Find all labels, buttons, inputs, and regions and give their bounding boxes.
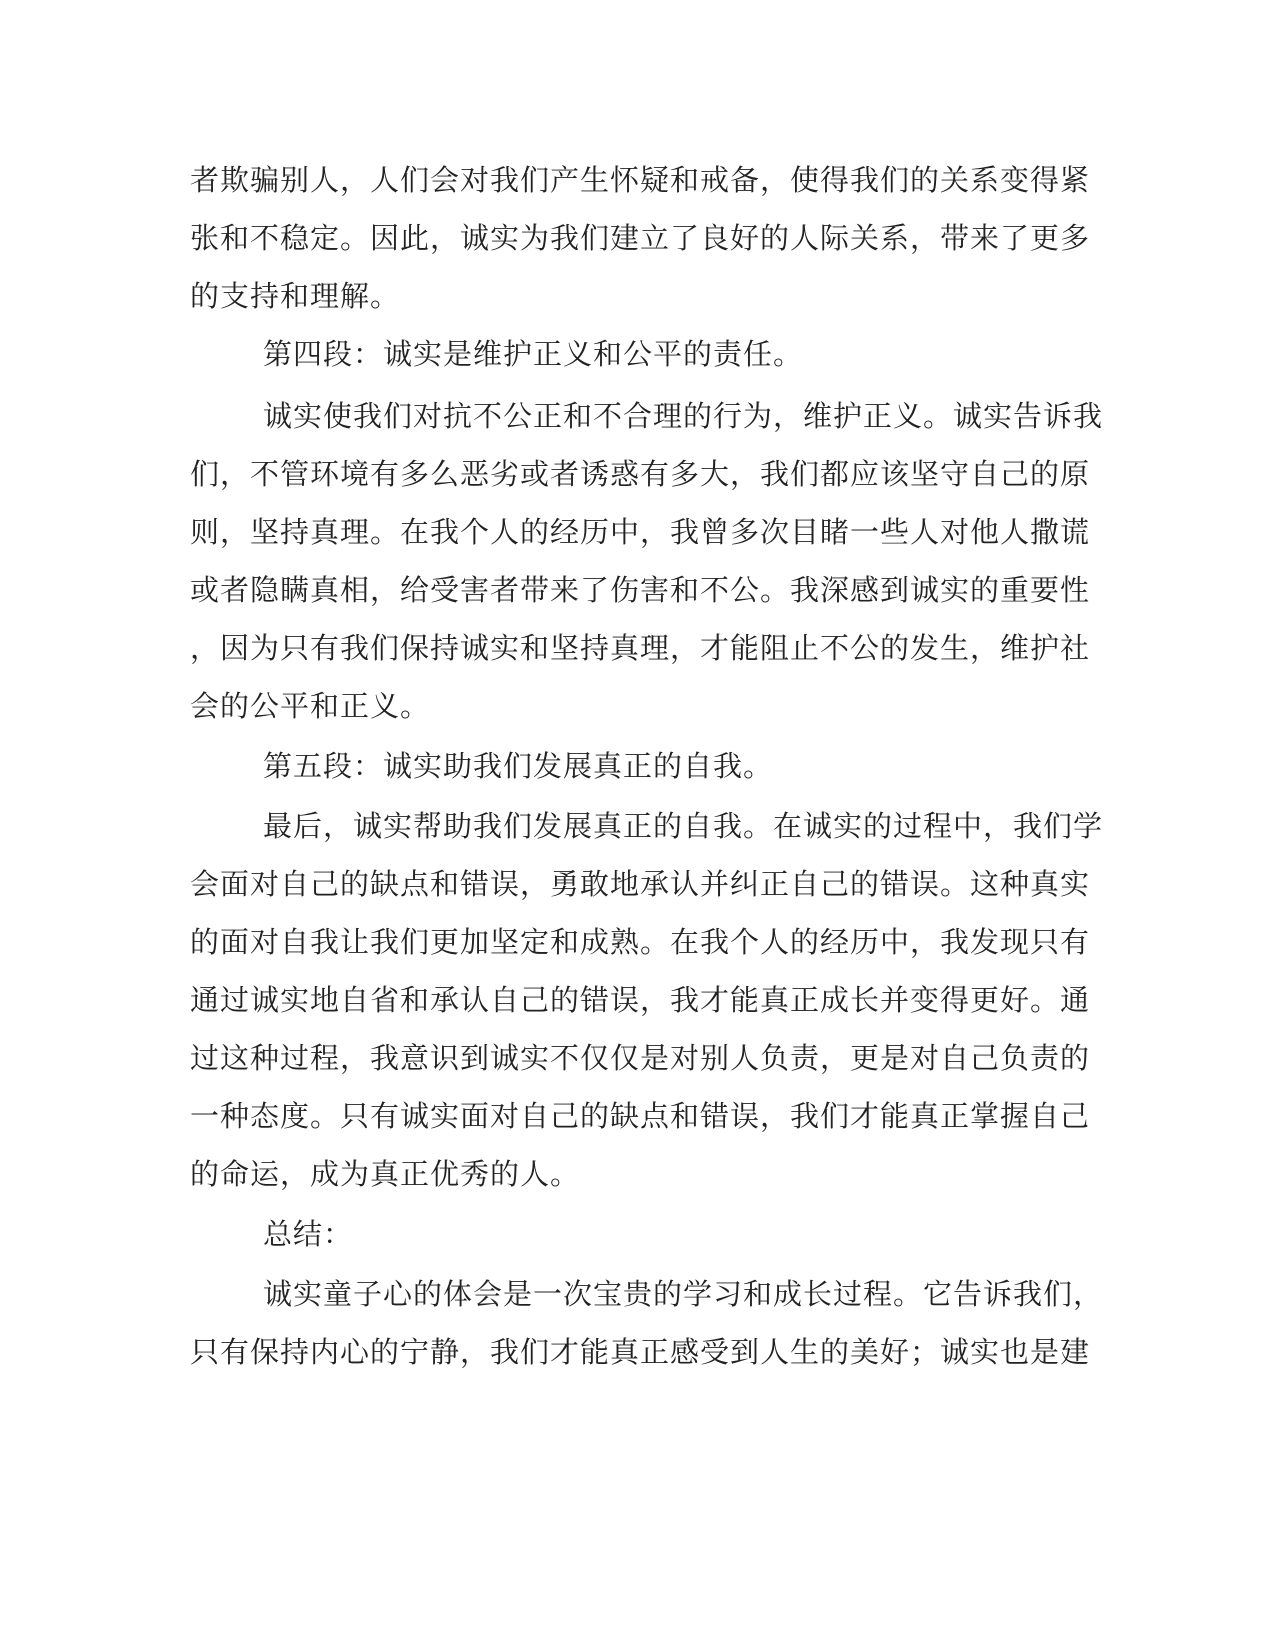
text-line: ，因为只有我们保持诚实和坚持真理，才能阻止不公的发生，维护社 (190, 631, 1091, 665)
text-line: 的支持和理解。 (190, 279, 401, 313)
text-line: 通过诚实地自省和承认自己的错误，我才能真正成长并变得更好。通 (190, 983, 1091, 1017)
text-line: 过这种过程，我意识到诚实不仅仅是对别人负责，更是对自己负责的 (190, 1041, 1091, 1075)
section-heading: 第五段：诚实助我们发展真正的自我。 (263, 749, 774, 783)
text-line: 张和不稳定。因此，诚实为我们建立了良好的人际关系，带来了更多 (190, 221, 1091, 255)
text-line: 的面对自我让我们更加坚定和成熟。在我个人的经历中，我发现只有 (190, 925, 1091, 959)
section-heading: 第四段：诚实是维护正义和公平的责任。 (263, 337, 804, 371)
text-line: 们，不管环境有多么恶劣或者诱惑有多大，我们都应该坚守自己的原 (190, 457, 1091, 491)
text-line: 诚实童子心的体会是一次宝贵的学习和成长过程。它告诉我们， (263, 1277, 1104, 1311)
text-line: 的命运，成为真正优秀的人。 (190, 1157, 581, 1191)
text-line: 则，坚持真理。在我个人的经历中，我曾多次目睹一些人对他人撒谎 (190, 515, 1091, 549)
text-line: 者欺骗别人，人们会对我们产生怀疑和戒备，使得我们的关系变得紧 (190, 163, 1091, 197)
text-line: 会面对自己的缺点和错误，勇敢地承认并纠正自己的错误。这种真实 (190, 867, 1091, 901)
text-line: 一种态度。只有诚实面对自己的缺点和错误，我们才能真正掌握自己 (190, 1099, 1091, 1133)
text-line: 或者隐瞒真相，给受害者带来了伤害和不公。我深感到诚实的重要性 (190, 573, 1091, 607)
text-line: 会的公平和正义。 (190, 689, 431, 723)
text-line: 最后，诚实帮助我们发展真正的自我。在诚实的过程中，我们学 (263, 809, 1104, 843)
text-line: 只有保持内心的宁静，我们才能真正感受到人生的美好；诚实也是建 (190, 1335, 1091, 1369)
text-line: 诚实使我们对抗不公正和不合理的行为，维护正义。诚实告诉我 (263, 399, 1104, 433)
section-heading: 总结： (263, 1217, 354, 1251)
